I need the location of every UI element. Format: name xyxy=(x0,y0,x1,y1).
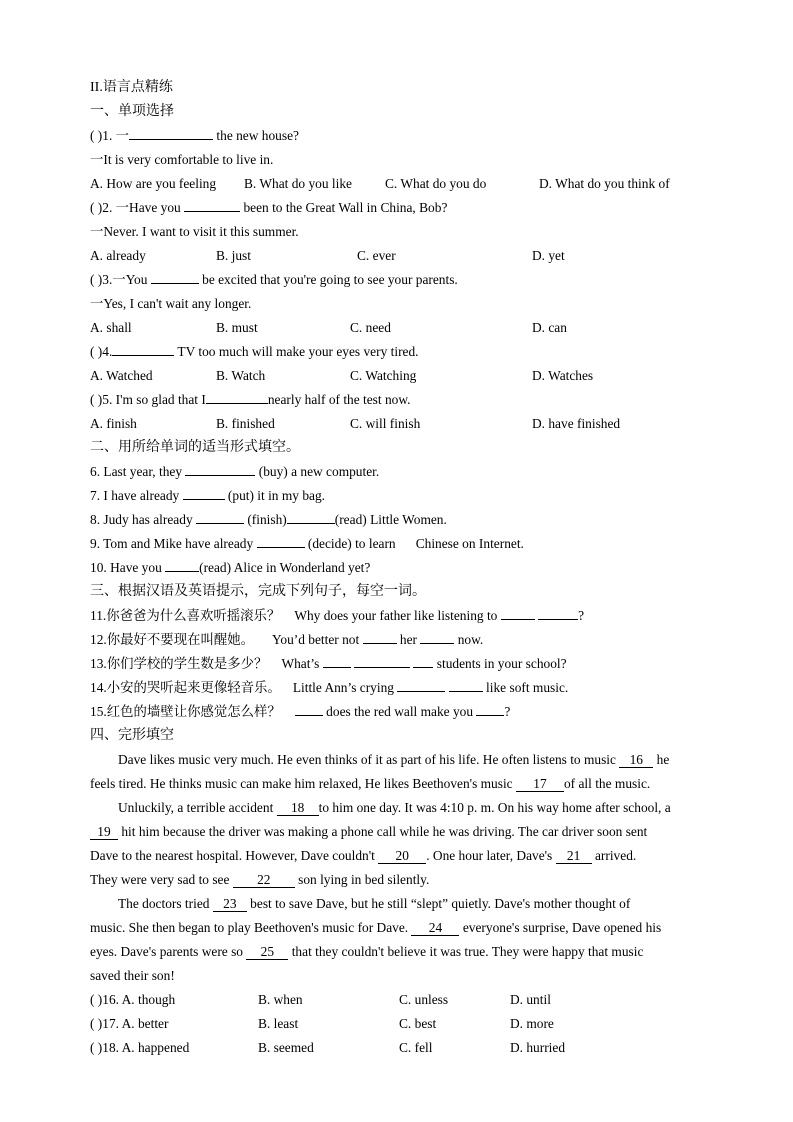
cloze-paragraph-3-line-1: The doctors tried 23 best to save Dave, but he still “slept” quietly. Dave's mother thought of xyxy=(118,896,631,911)
answer-blank xyxy=(295,700,323,716)
cloze-blank-23: 23 xyxy=(213,896,247,912)
answer-blank xyxy=(323,652,351,668)
cloze-blank-20: 20 xyxy=(378,848,426,864)
question-3: ( )3.一You be excited that you're going to see your parents. xyxy=(90,268,710,292)
question-2: ( )2. 一Have you been to the Great Wall in China, Bob? xyxy=(90,196,710,220)
answer-blank xyxy=(257,532,305,548)
answer-blank xyxy=(420,628,454,644)
answer-blank xyxy=(287,508,335,524)
answer-blank xyxy=(165,556,199,572)
question-5: ( )5. I'm so glad that I nearly half of the test now. xyxy=(90,388,710,412)
answer-blank xyxy=(501,604,535,620)
question-11: 11.你爸爸为什么喜欢听摇滚乐？ Why does your father like listening to ? xyxy=(90,604,710,628)
cloze-question-16: ( )16. A. though B. when C. unless D. until xyxy=(90,992,551,1007)
cloze-blank-24: 24 xyxy=(411,920,459,936)
answer-blank xyxy=(184,196,240,212)
cloze-paragraph-2-line-3: Dave to the nearest hospital. However, Dave couldn't 20 . One hour later, Dave's 21 arrived. xyxy=(90,848,637,863)
answer-blank xyxy=(538,604,578,620)
question-4-options: A. Watched B. Watch C. Watching D. Watches xyxy=(90,368,594,383)
cloze-paragraph-2-line-2: 19 hit him because the driver was making a phone call while he was driving. The car driver soon sent xyxy=(90,820,710,844)
question-14: 14.小安的哭听起来更像轻音乐。 Little Ann’s crying like soft music. xyxy=(90,676,710,700)
question-13: 13.你们学校的学生数是多少？ What’s students in your school? xyxy=(90,652,710,676)
question-3-options: A. shall B. must C. need D. can xyxy=(90,320,567,335)
cloze-blank-22: 22 xyxy=(233,872,295,888)
question-1-reply: 一It is very comfortable to live in. xyxy=(90,152,274,167)
question-15: 15.红色的墙壁让你感觉怎么样？ does the red wall make you ? xyxy=(90,700,710,724)
cloze-blank-19: 19 xyxy=(90,824,118,840)
answer-blank xyxy=(449,676,483,692)
cloze-blank-17: 17 xyxy=(516,776,564,792)
answer-blank xyxy=(196,508,244,524)
cloze-paragraph-3-line-3: eyes. Dave's parents were so 25 that they couldn't believe it was true. They were happy that music xyxy=(90,944,644,959)
section-title-cloze: 四、完形填空 xyxy=(90,728,174,743)
cloze-question-18: ( )18. A. happened B. seemed C. fell D. hurried xyxy=(90,1040,566,1055)
cloze-paragraph-2-line-4: They were very sad to see 22 son lying in bed silently. xyxy=(90,872,430,887)
question-9: 9. Tom and Mike have already (decide) to learn Chinese on Internet. xyxy=(90,532,710,556)
question-8: 8. Judy has already (finish) (read) Little Women. xyxy=(90,508,710,532)
cloze-question-17: ( )17. A. better B. least C. best D. more xyxy=(90,1016,554,1031)
cloze-paragraph-3-line-4: saved their son! xyxy=(90,968,175,983)
section-title-translation: 三、根据汉语及英语提示，完成下列句子，每空一词。 xyxy=(90,584,426,599)
answer-blank xyxy=(413,652,433,668)
answer-blank xyxy=(183,484,225,500)
question-1: ( )1. 一 the new house? xyxy=(90,124,710,148)
answer-blank xyxy=(206,388,268,404)
answer-blank xyxy=(185,460,255,476)
question-4: ( )4. TV too much will make your eyes very tired. xyxy=(90,340,710,364)
question-1-options: A. How are you feeling B. What do you like C. What do you do D. What do you think of xyxy=(90,176,670,191)
cloze-paragraph-2-line-1: Unluckily, a terrible accident 18 to him one day. It was 4:10 p. m. On his way home after school, a xyxy=(118,800,671,815)
cloze-paragraph-1-line-2: feels tired. He thinks music can make him relaxed, He likes Beethoven's music 17 of all the music. xyxy=(90,776,651,791)
question-12: 12.你最好不要现在叫醒她。 You’d better not her now. xyxy=(90,628,710,652)
cloze-blank-25: 25 xyxy=(246,944,288,960)
question-10: 10. Have you (read) Alice in Wonderland yet? xyxy=(90,556,710,580)
question-2-reply: 一Never. I want to visit it this summer. xyxy=(90,224,299,239)
question-3-reply: 一Yes, I can't wait any longer. xyxy=(90,296,252,311)
answer-blank xyxy=(151,268,199,284)
answer-blank xyxy=(112,340,174,356)
cloze-blank-21: 21 xyxy=(556,848,592,864)
question-6: 6. Last year, they (buy) a new computer. xyxy=(90,460,710,484)
answer-blank xyxy=(476,700,504,716)
answer-blank xyxy=(397,676,445,692)
section-heading: II.语言点精练 xyxy=(90,80,173,95)
cloze-paragraph-3-line-2: music. She then began to play Beethoven's music for Dave. 24 everyone's surprise, Dave opened his xyxy=(90,920,662,935)
section-title-single-choice: 一、单项选择 xyxy=(90,104,174,119)
answer-blank xyxy=(354,652,410,668)
cloze-paragraph-1-line-1: Dave likes music very much. He even thinks of it as part of his life. He often listens to music 16 he xyxy=(118,752,670,767)
question-7: 7. I have already (put) it in my bag. xyxy=(90,484,710,508)
cloze-blank-18: 18 xyxy=(277,800,319,816)
question-2-options: A. already B. just C. ever D. yet xyxy=(90,248,565,263)
question-5-options: A. finish B. finished C. will finish D. have finished xyxy=(90,416,621,431)
section-title-word-forms: 二、用所给单词的适当形式填空。 xyxy=(90,440,300,455)
worksheet xyxy=(90,76,710,1060)
answer-blank xyxy=(129,124,213,140)
cloze-blank-16: 16 xyxy=(619,752,653,768)
answer-blank xyxy=(363,628,397,644)
